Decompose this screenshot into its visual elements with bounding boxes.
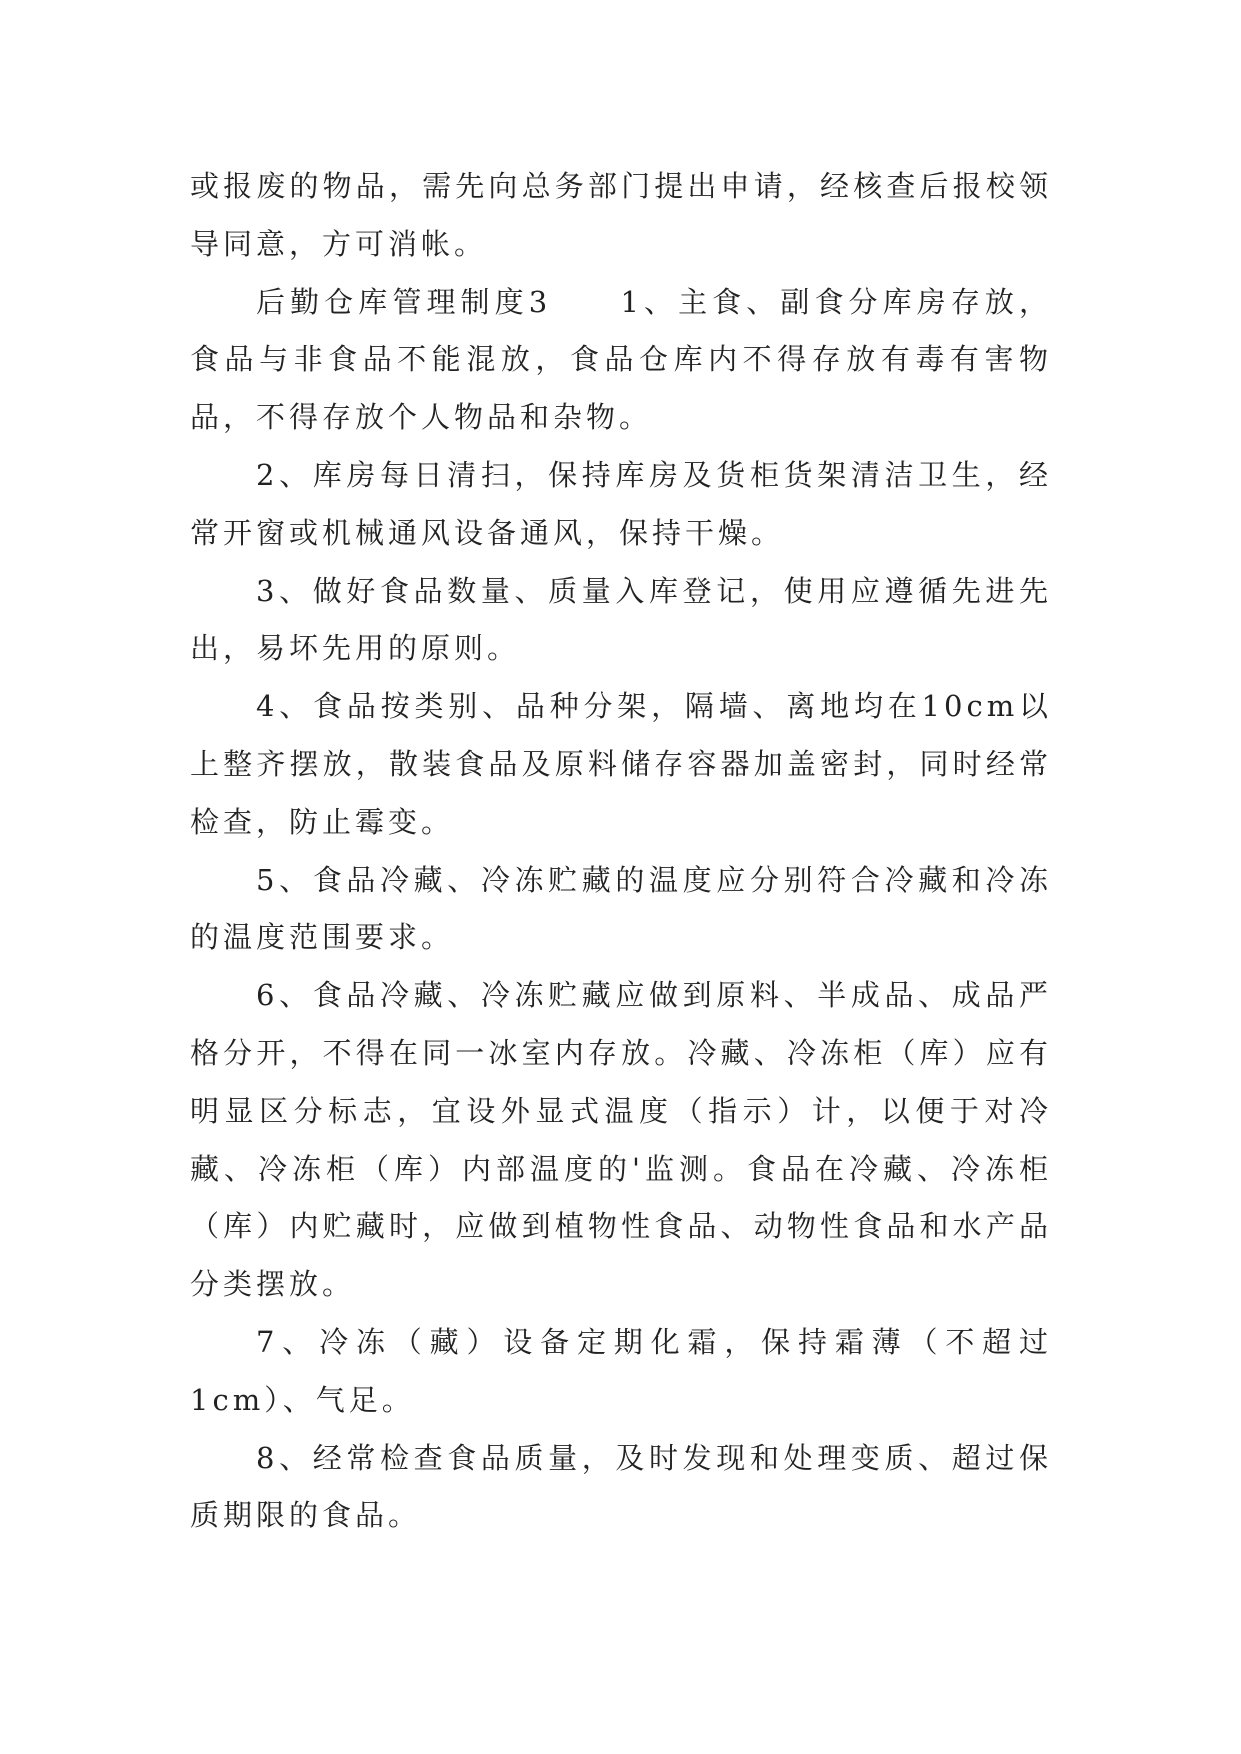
paragraph-item-8: 8、经常检查食品质量，及时发现和处理变质、超过保质期限的食品。: [190, 1440, 1052, 1533]
paragraph-item-6: 6、食品冷藏、冷冻贮藏应做到原料、半成品、成品严格分开，不得在同一冰室内存放。冷藏、冷冻柜（库）应有明显区分标志，宜设外显式温度（指示）计，以便于对冷藏、冷冻柜（库）内部温度的'监测。食品在冷藏、冷冻柜（库）内贮藏时，应做到植物性食品、动物性食品和水产品分类摆放。: [190, 978, 1052, 1302]
paragraph-section-intro: 后勤仓库管理制度3 1、主食、副食分库房存放，食品与非食品不能混放，食品仓库内不得存放有毒有害物品，不得存放个人物品和杂物。: [190, 284, 1052, 435]
paragraph-item-2: 2、库房每日清扫，保持库房及货柜货架清洁卫生，经常开窗或机械通风设备通风，保持干燥。: [190, 457, 1052, 550]
paragraph-continuation: 或报废的物品，需先向总务部门提出申请，经核查后报校领导同意，方可消帐。: [190, 169, 1052, 261]
document-body: [190, 158, 1052, 1545]
paragraph-item-5: 5、食品冷藏、冷冻贮藏的温度应分别符合冷藏和冷冻的温度范围要求。: [190, 862, 1052, 955]
paragraph-item-3: 3、做好食品数量、质量入库登记，使用应遵循先进先出，易坏先用的原则。: [190, 573, 1052, 666]
paragraph-item-7: 7、冷冻（藏）设备定期化霜，保持霜薄（不超过1cm）、气足。: [190, 1324, 1052, 1417]
paragraph-item-4: 4、食品按类别、品种分架，隔墙、离地均在10cm以上整齐摆放，散装食品及原料储存容器加盖密封，同时经常检查，防止霉变。: [190, 689, 1052, 839]
